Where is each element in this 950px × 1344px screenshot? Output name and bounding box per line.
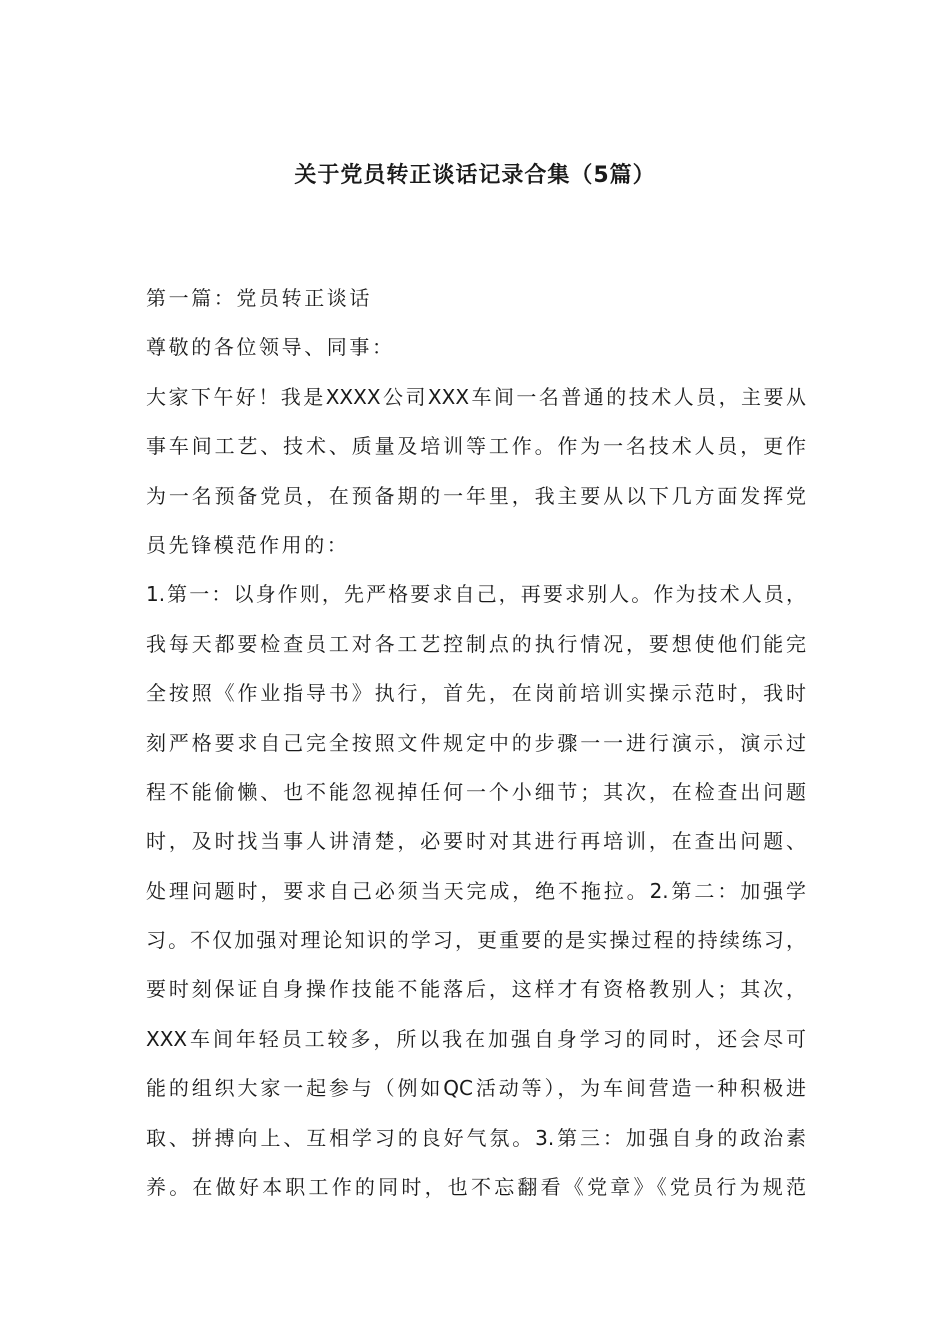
paragraph-line: 大家下午好！我是XXXX公司XXX车间一名普通的技术人员，主要从 (146, 384, 806, 409)
paragraph-line: 处理问题时，要求自己必须当天完成，绝不拖拉。2.第二：加强学 (146, 878, 806, 903)
paragraph-line: 事车间工艺、技术、质量及培训等工作。作为一名技术人员，更作 (146, 434, 806, 459)
salutation: 尊敬的各位领导、同事： (146, 335, 395, 360)
paragraph-line: 1.第一：以身作则，先严格要求自己，再要求别人。作为技术人员， (146, 582, 806, 607)
paragraph-line: 员先锋模范作用的： (146, 532, 350, 557)
paragraph-line: 习。不仅加强对理论知识的学习，更重要的是实操过程的持续练习， (146, 928, 806, 953)
paragraph-line: 刻严格要求自己完全按照文件规定中的步骤一一进行演示，演示过 (146, 730, 806, 755)
paragraph-line: XXX车间年轻员工较多，所以我在加强自身学习的同时，还会尽可 (146, 1026, 806, 1051)
section-heading: 第一篇：党员转正谈话 (146, 286, 372, 310)
paragraph-line: 程不能偷懒、也不能忽视掉任何一个小细节；其次，在检查出问题 (146, 779, 806, 804)
paragraph-line: 养。在做好本职工作的同时，也不忘翻看《党章》《党员行为规范 (146, 1175, 806, 1200)
paragraph-line: 能的组织大家一起参与（例如QC活动等），为车间营造一种积极进 (146, 1076, 806, 1101)
paragraph-line: 时，及时找当事人讲清楚，必要时对其进行再培训，在查出问题、 (146, 829, 806, 854)
paragraph-line: 我每天都要检查员工对各工艺控制点的执行情况，要想使他们能完 (146, 631, 806, 656)
document-body (146, 283, 806, 1221)
paragraph-line: 取、拼搏向上、互相学习的良好气氛。3.第三：加强自身的政治素 (146, 1125, 806, 1150)
paragraph-line: 要时刻保证自身操作技能不能落后，这样才有资格教别人；其次， (146, 977, 806, 1002)
paragraph-line: 全按照《作业指导书》执行，首先，在岗前培训实操示范时，我时 (146, 681, 806, 706)
document-title: 关于党员转正谈话记录合集（5篇） (294, 163, 656, 188)
paragraph-line: 为一名预备党员，在预备期的一年里，我主要从以下几方面发挥党 (146, 483, 806, 508)
